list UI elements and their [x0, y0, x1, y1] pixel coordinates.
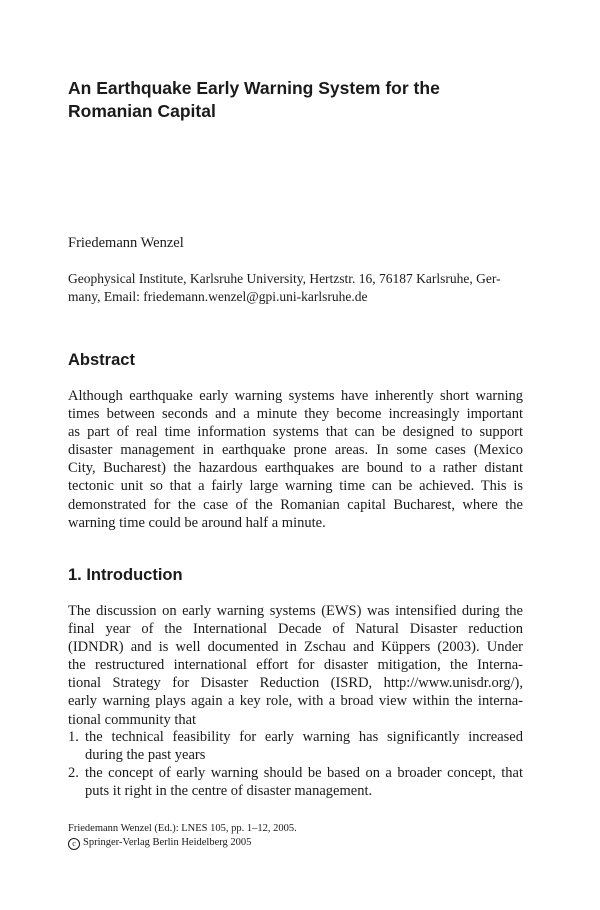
introduction-line: the restructured international effort for disaster mitigation, the Interna-: [68, 657, 523, 674]
affiliation-line: many, Email: friedemann.wenzel@gpi.uni-karlsruhe.de: [68, 289, 368, 304]
introduction-line: final year of the International Decade of Natural Disaster reduction: [68, 621, 523, 638]
introduction-paragraph: [68, 602, 523, 729]
introduction-heading: 1. Introduction: [68, 566, 183, 584]
citation-line: Friedemann Wenzel (Ed.): LNES 105, pp. 1–12, 2005.: [68, 823, 297, 834]
page-footer: [68, 822, 297, 850]
introduction-line: (IDNDR) and is well documented in Zschau and Küppers (2003). Under: [68, 639, 523, 656]
abstract-line: times between seconds and a minute they become increasingly important: [68, 406, 523, 423]
abstract-line: as part of real time information systems that can be designed to support: [68, 424, 523, 441]
abstract-line: City, Bucharest) the hazardous earthquakes are bound to a rather distant: [68, 460, 523, 477]
list-number: 1.: [68, 729, 79, 745]
author-name: Friedemann Wenzel: [68, 235, 184, 251]
copyright-icon: c: [68, 838, 80, 850]
list-line: puts it right in the centre of disaster management.: [85, 783, 373, 800]
introduction-line: tional Strategy for Disaster Reduction (ISRD, http://www.unisdr.org/),: [68, 675, 523, 692]
list-line: the technical feasibility for early warning has significantly increased: [85, 729, 523, 745]
title-line: Romanian Capital: [68, 101, 216, 121]
abstract-line: demonstrated for the case of the Romanian capital Bucharest, where the: [68, 496, 523, 513]
introduction-line: tional community that: [68, 711, 197, 728]
list-number: 2.: [68, 765, 79, 782]
abstract-line: tectonic unit so that a fairly large warning time can be achieved. This is: [68, 478, 523, 495]
abstract-line: warning time could be around half a minute.: [68, 514, 326, 531]
abstract-paragraph: [68, 387, 523, 532]
list-item: [68, 728, 523, 764]
author-affiliation: [68, 270, 523, 306]
numbered-list: [68, 728, 523, 800]
introduction-line: early warning plays again a key role, with a broad view within the interna-: [68, 693, 523, 710]
list-line: during the past years: [85, 747, 206, 764]
title-line: An Earthquake Early Warning System for the: [68, 78, 440, 98]
paper-title: [68, 77, 538, 123]
abstract-heading: Abstract: [68, 351, 135, 369]
abstract-line: disaster management in earthquake prone areas. In some cases (Mexico: [68, 442, 523, 459]
abstract-line: Although earthquake early warning systems have inherently short warning: [68, 388, 523, 404]
introduction-line: The discussion on early warning systems (EWS) was intensified during the: [68, 603, 523, 619]
copyright-line: [68, 836, 297, 850]
list-item: [68, 764, 523, 800]
affiliation-line: Geophysical Institute, Karlsruhe University, Hertzstr. 16, 76187 Karlsruhe, Ger-: [68, 271, 501, 286]
copyright-text: Springer-Verlag Berlin Heidelberg 2005: [83, 837, 252, 848]
list-line: the concept of early warning should be based on a broader concept, that: [85, 765, 523, 782]
